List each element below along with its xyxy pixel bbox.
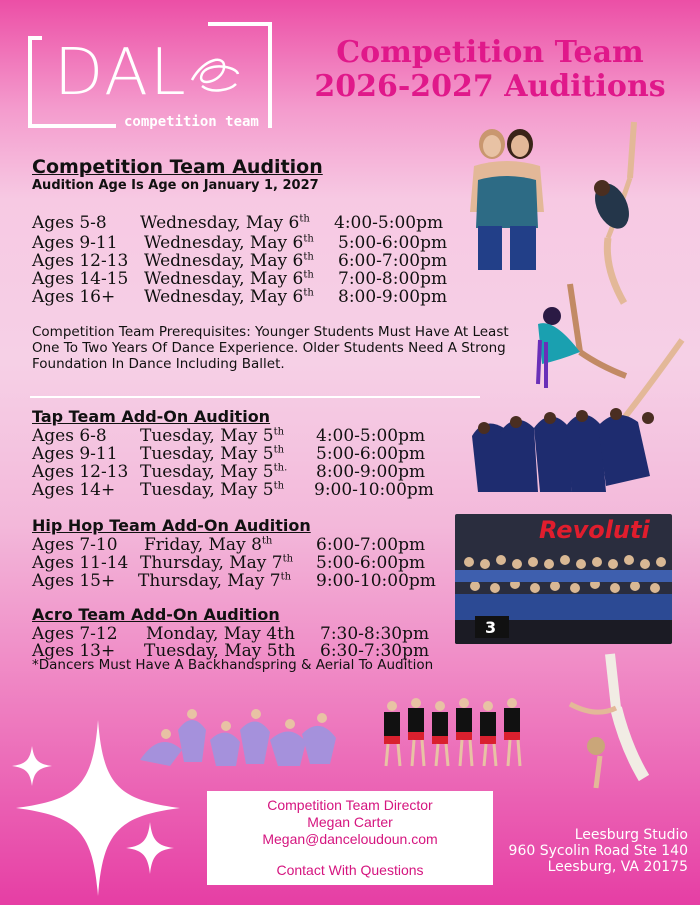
day-suffix: th bbox=[273, 444, 285, 456]
acro-handstand-photo bbox=[556, 648, 666, 798]
time: 8:00-9:00pm bbox=[338, 287, 448, 307]
ages: Ages 5-8 bbox=[32, 213, 107, 233]
day-suffix: th bbox=[261, 535, 273, 547]
time: 6:30-7:30pm bbox=[320, 641, 430, 661]
ages: Ages 13+ bbox=[32, 641, 116, 661]
ages: Ages 16+ bbox=[32, 287, 116, 307]
time: 8:00-9:00pm bbox=[316, 462, 426, 482]
day-suffix: th bbox=[273, 480, 285, 492]
time: 7:30-8:30pm bbox=[320, 624, 430, 644]
time: 9:00-10:00pm bbox=[314, 480, 434, 500]
day: Thursday, May 7 bbox=[138, 571, 281, 591]
time: 6:00-7:00pm bbox=[316, 535, 426, 555]
day-suffix: th bbox=[280, 571, 292, 583]
title-line-1: Competition Team bbox=[336, 35, 644, 70]
ages: Ages 6-8 bbox=[32, 426, 107, 446]
title-line-2: 2026-2027 Auditions bbox=[314, 69, 666, 104]
ages: Ages 7-12 bbox=[32, 624, 118, 644]
age-note: Audition Age Is Age on January 1, 2027 bbox=[32, 178, 319, 193]
logo-letters: DAL bbox=[54, 36, 188, 110]
ages: Ages 15+ bbox=[32, 571, 116, 591]
time: 4:00-5:00pm bbox=[316, 426, 426, 446]
studio-logo bbox=[24, 16, 276, 134]
time: 5:00-6:00pm bbox=[316, 444, 426, 464]
time: 5:00-6:00pm bbox=[316, 553, 426, 573]
day: Wednesday, May 6 bbox=[144, 269, 304, 289]
director-email[interactable]: Megan@danceloudoun.com bbox=[262, 831, 438, 847]
day: Wednesday, May 6 bbox=[144, 251, 304, 271]
ages: Ages 14+ bbox=[32, 480, 116, 500]
swirl-icon bbox=[186, 44, 242, 104]
day-suffix: th bbox=[273, 426, 285, 438]
day-suffix: th bbox=[303, 269, 314, 281]
page-title bbox=[290, 36, 690, 104]
director-name: Megan Carter bbox=[307, 814, 393, 830]
studio-street: 960 Sycolin Road Ste 140 bbox=[508, 843, 688, 859]
day-suffix: th bbox=[303, 287, 314, 299]
prerequisites-text: Competition Team Prerequisites: Younger Students Must Have At Least One To Two Years Of Dance Experience. Older Students Need A Strong Foundation In Dance Including Ballet. bbox=[32, 324, 509, 372]
ages: Ages 7-10 bbox=[32, 535, 118, 555]
competition-audition-title: Competition Team Audition bbox=[32, 156, 323, 178]
section-divider bbox=[30, 396, 480, 398]
day-suffix: th bbox=[282, 553, 294, 565]
ages: Ages 12-13 bbox=[32, 251, 129, 271]
day: Tuesday, May 5 bbox=[140, 444, 274, 464]
hiphop-title: Hip Hop Team Add-On Audition bbox=[32, 516, 311, 535]
lyrical-group-photo bbox=[130, 690, 350, 770]
day: Monday, May 4th bbox=[146, 624, 295, 644]
studio-name: Leesburg Studio bbox=[574, 827, 688, 843]
day: Wednesday, May 6 bbox=[144, 233, 304, 253]
stage-number: 3 bbox=[485, 618, 497, 637]
day: Tuesday, May 5th bbox=[144, 641, 296, 661]
dancer-photo-duo bbox=[462, 122, 554, 272]
ages: Ages 12-13 bbox=[32, 462, 129, 482]
team-group-photo bbox=[455, 514, 672, 644]
ages: Ages 11-14 bbox=[32, 553, 129, 573]
day: Wednesday, May 6 bbox=[144, 287, 304, 307]
ages: Ages 9-11 bbox=[32, 233, 118, 253]
day-suffix: th bbox=[303, 251, 314, 263]
day-suffix: th bbox=[299, 213, 310, 225]
day-suffix: th. bbox=[273, 462, 288, 474]
day: Thursday, May 7 bbox=[140, 553, 283, 573]
ages: Ages 9-11 bbox=[32, 444, 118, 464]
studio-city: Leesburg, VA 20175 bbox=[547, 859, 688, 875]
acro-requirement-note: *Dancers Must Have A Backhandspring & Aerial To Audition bbox=[32, 657, 434, 673]
director-role: Competition Team Director bbox=[267, 797, 433, 813]
studio-address bbox=[509, 827, 688, 875]
time: 6:00-7:00pm bbox=[338, 251, 448, 271]
ages: Ages 14-15 bbox=[32, 269, 129, 289]
day: Friday, May 8 bbox=[144, 535, 262, 555]
day: Wednesday, May 6 bbox=[140, 213, 300, 233]
tap-team-photo bbox=[460, 336, 686, 496]
day: Tuesday, May 5 bbox=[140, 480, 274, 500]
tap-title: Tap Team Add-On Audition bbox=[32, 407, 271, 426]
logo-subtitle: competition team bbox=[124, 114, 259, 130]
time: 7:00-8:00pm bbox=[338, 269, 448, 289]
banner-text: Revoluti bbox=[539, 516, 650, 544]
time: 9:00-10:00pm bbox=[316, 571, 436, 591]
day: Tuesday, May 5 bbox=[140, 462, 274, 482]
time: 5:00-6:00pm bbox=[338, 233, 448, 253]
time: 4:00-5:00pm bbox=[334, 213, 444, 233]
contact-cta[interactable]: Contact With Questions bbox=[276, 862, 424, 878]
contact-card bbox=[207, 791, 493, 885]
day-suffix: th bbox=[303, 233, 314, 245]
acro-title: Acro Team Add-On Audition bbox=[32, 605, 280, 624]
jazz-group-photo bbox=[378, 698, 528, 770]
day: Tuesday, May 5 bbox=[140, 426, 274, 446]
